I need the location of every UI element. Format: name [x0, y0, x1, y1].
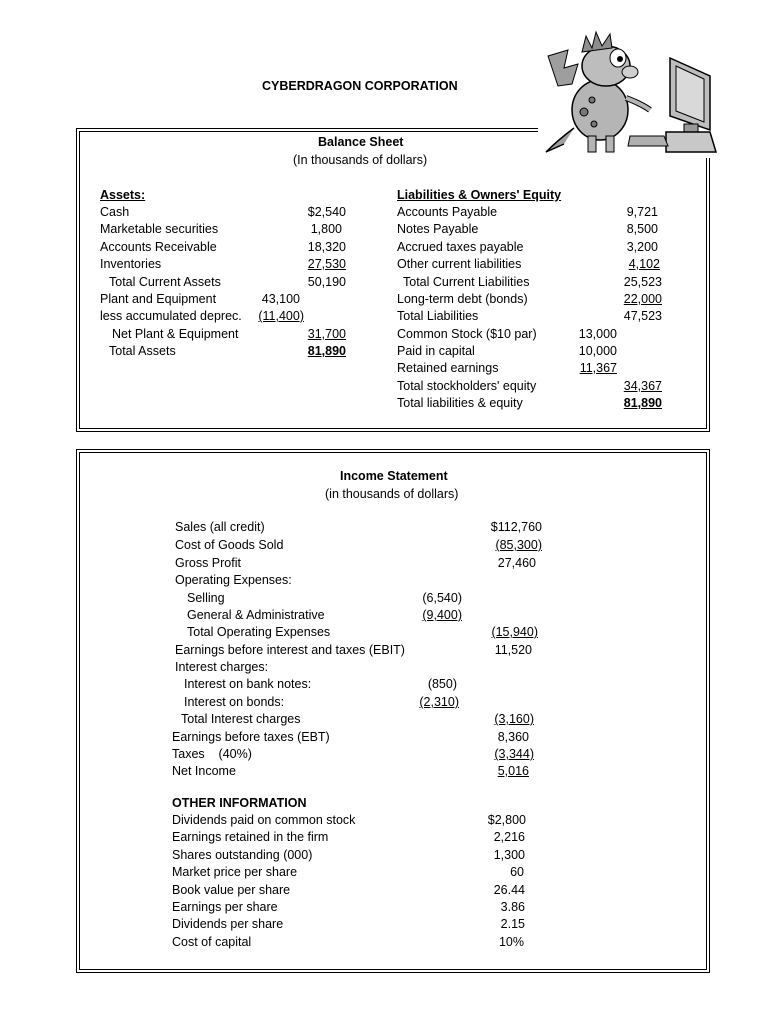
balance-sheet-subtitle: (In thousands of dollars) — [293, 153, 428, 167]
asset-label: Cash — [100, 205, 130, 219]
income-sub-amount: (9,400) — [422, 608, 462, 622]
liability-amount: 4,102 — [628, 257, 660, 271]
asset-sub-amount: (11,400) — [258, 309, 304, 323]
other-amount: 26.44 — [493, 883, 525, 897]
income-label: Interest on bonds: — [184, 695, 285, 709]
liability-label: Common Stock ($10 par) — [397, 327, 537, 341]
dragon-computer-illustration — [538, 28, 718, 158]
other-label: Book value per share — [172, 883, 291, 897]
other-amount: 2,216 — [493, 830, 525, 844]
company-title: CYBERDRAGON CORPORATION — [262, 79, 458, 93]
income-label: Interest charges: — [175, 660, 269, 674]
income-statement-title: Income Statement — [340, 469, 448, 483]
liability-label: Notes Payable — [397, 222, 479, 236]
other-label: Dividends paid on common stock — [172, 813, 356, 827]
liabilities-header: Liabilities & Owners' Equity — [397, 188, 562, 202]
other-amount: 1,300 — [493, 848, 525, 862]
other-label: Shares outstanding (000) — [172, 848, 313, 862]
liability-label: Paid in capital — [397, 344, 475, 358]
income-label: General & Administrative — [187, 608, 325, 622]
income-label: Interest on bank notes: — [184, 677, 312, 691]
liability-label: Accrued taxes payable — [397, 240, 524, 254]
liability-label: Retained earnings — [397, 361, 499, 375]
liability-label: Long-term debt (bonds) — [397, 292, 528, 306]
asset-amount: $2,540 — [307, 205, 346, 219]
asset-label: Plant and Equipment — [100, 292, 217, 306]
income-label: Gross Profit — [175, 556, 241, 570]
other-amount: 3.86 — [500, 900, 525, 914]
liability-amount: 9,721 — [626, 205, 658, 219]
assets-header: Assets: — [100, 188, 146, 202]
other-amount: 60 — [510, 865, 524, 879]
income-sub-amount: (2,310) — [419, 695, 459, 709]
asset-label: less accumulated deprec. — [100, 309, 242, 323]
asset-label: Accounts Receivable — [100, 240, 217, 254]
income-label: Net Income — [172, 764, 236, 778]
asset-amount: 50,190 — [307, 275, 346, 289]
asset-label: Total Current Assets — [109, 275, 221, 289]
net-income-amount: 5,016 — [497, 764, 529, 778]
other-amount: 2.15 — [500, 917, 525, 931]
other-information-header: OTHER INFORMATION — [172, 796, 307, 810]
asset-sub-amount: 43,100 — [261, 292, 300, 306]
income-label: Earnings before interest and taxes (EBIT) — [175, 643, 405, 657]
income-amount: (3,344) — [494, 747, 534, 761]
liability-amount: 34,367 — [623, 379, 662, 393]
other-amount: 10% — [498, 935, 524, 949]
income-label: Earnings before taxes (EBT) — [172, 730, 330, 744]
total-assets-amount: 81,890 — [307, 344, 346, 358]
income-amount: (3,160) — [494, 712, 534, 726]
other-label: Cost of capital — [172, 935, 252, 949]
asset-label: Inventories — [100, 257, 162, 271]
other-label: Earnings retained in the firm — [172, 830, 329, 844]
income-label: Selling — [187, 591, 225, 605]
income-statement-subtitle: (in thousands of dollars) — [325, 487, 459, 501]
income-amount: 11,520 — [494, 643, 532, 657]
liability-amount: 3,200 — [626, 240, 658, 254]
liability-label: Total liabilities & equity — [397, 396, 523, 410]
asset-label: Net Plant & Equipment — [112, 327, 239, 341]
total-liabilities-equity-amount: 81,890 — [623, 396, 662, 410]
income-label: Cost of Goods Sold — [175, 538, 284, 552]
liability-sub-amount: 10,000 — [578, 344, 617, 358]
income-amount: 8,360 — [497, 730, 529, 744]
liability-label: Accounts Payable — [397, 205, 498, 219]
other-label: Earnings per share — [172, 900, 278, 914]
asset-label: Total Assets — [109, 344, 176, 358]
liability-amount: 25,523 — [623, 275, 662, 289]
income-sub-amount: (6,540) — [422, 591, 462, 605]
balance-sheet-title: Balance Sheet — [318, 135, 404, 149]
liability-label: Other current liabilities — [397, 257, 522, 271]
asset-amount: 27,530 — [307, 257, 346, 271]
asset-amount: 18,320 — [307, 240, 346, 254]
liability-amount: 47,523 — [623, 309, 662, 323]
liability-amount: 8,500 — [626, 222, 658, 236]
liability-label: Total stockholders' equity — [397, 379, 537, 393]
income-amount: 27,460 — [497, 556, 536, 570]
income-label: Taxes (40%) — [172, 747, 252, 761]
income-amount: (15,940) — [491, 625, 538, 639]
dragon-icon — [546, 32, 650, 152]
income-label: Sales (all credit) — [175, 520, 265, 534]
liability-sub-amount: 13,000 — [578, 327, 617, 341]
liability-amount: 22,000 — [623, 292, 662, 306]
asset-amount: 31,700 — [307, 327, 346, 341]
income-label: Total Interest charges — [181, 712, 301, 726]
income-label: Total Operating Expenses — [187, 625, 331, 639]
asset-label: Marketable securities — [100, 222, 219, 236]
income-amount: (85,300) — [495, 538, 542, 552]
liability-sub-amount: 11,367 — [579, 361, 617, 375]
income-sub-amount: (850) — [427, 677, 457, 691]
other-amount: $2,800 — [487, 813, 526, 827]
other-label: Dividends per share — [172, 917, 284, 931]
liability-label: Total Current Liabilities — [403, 275, 530, 289]
other-label: Market price per share — [172, 865, 298, 879]
income-amount: $112,760 — [490, 520, 542, 534]
asset-amount: 1,800 — [310, 222, 342, 236]
income-label: Operating Expenses: — [175, 573, 292, 587]
liability-label: Total Liabilities — [397, 309, 479, 323]
